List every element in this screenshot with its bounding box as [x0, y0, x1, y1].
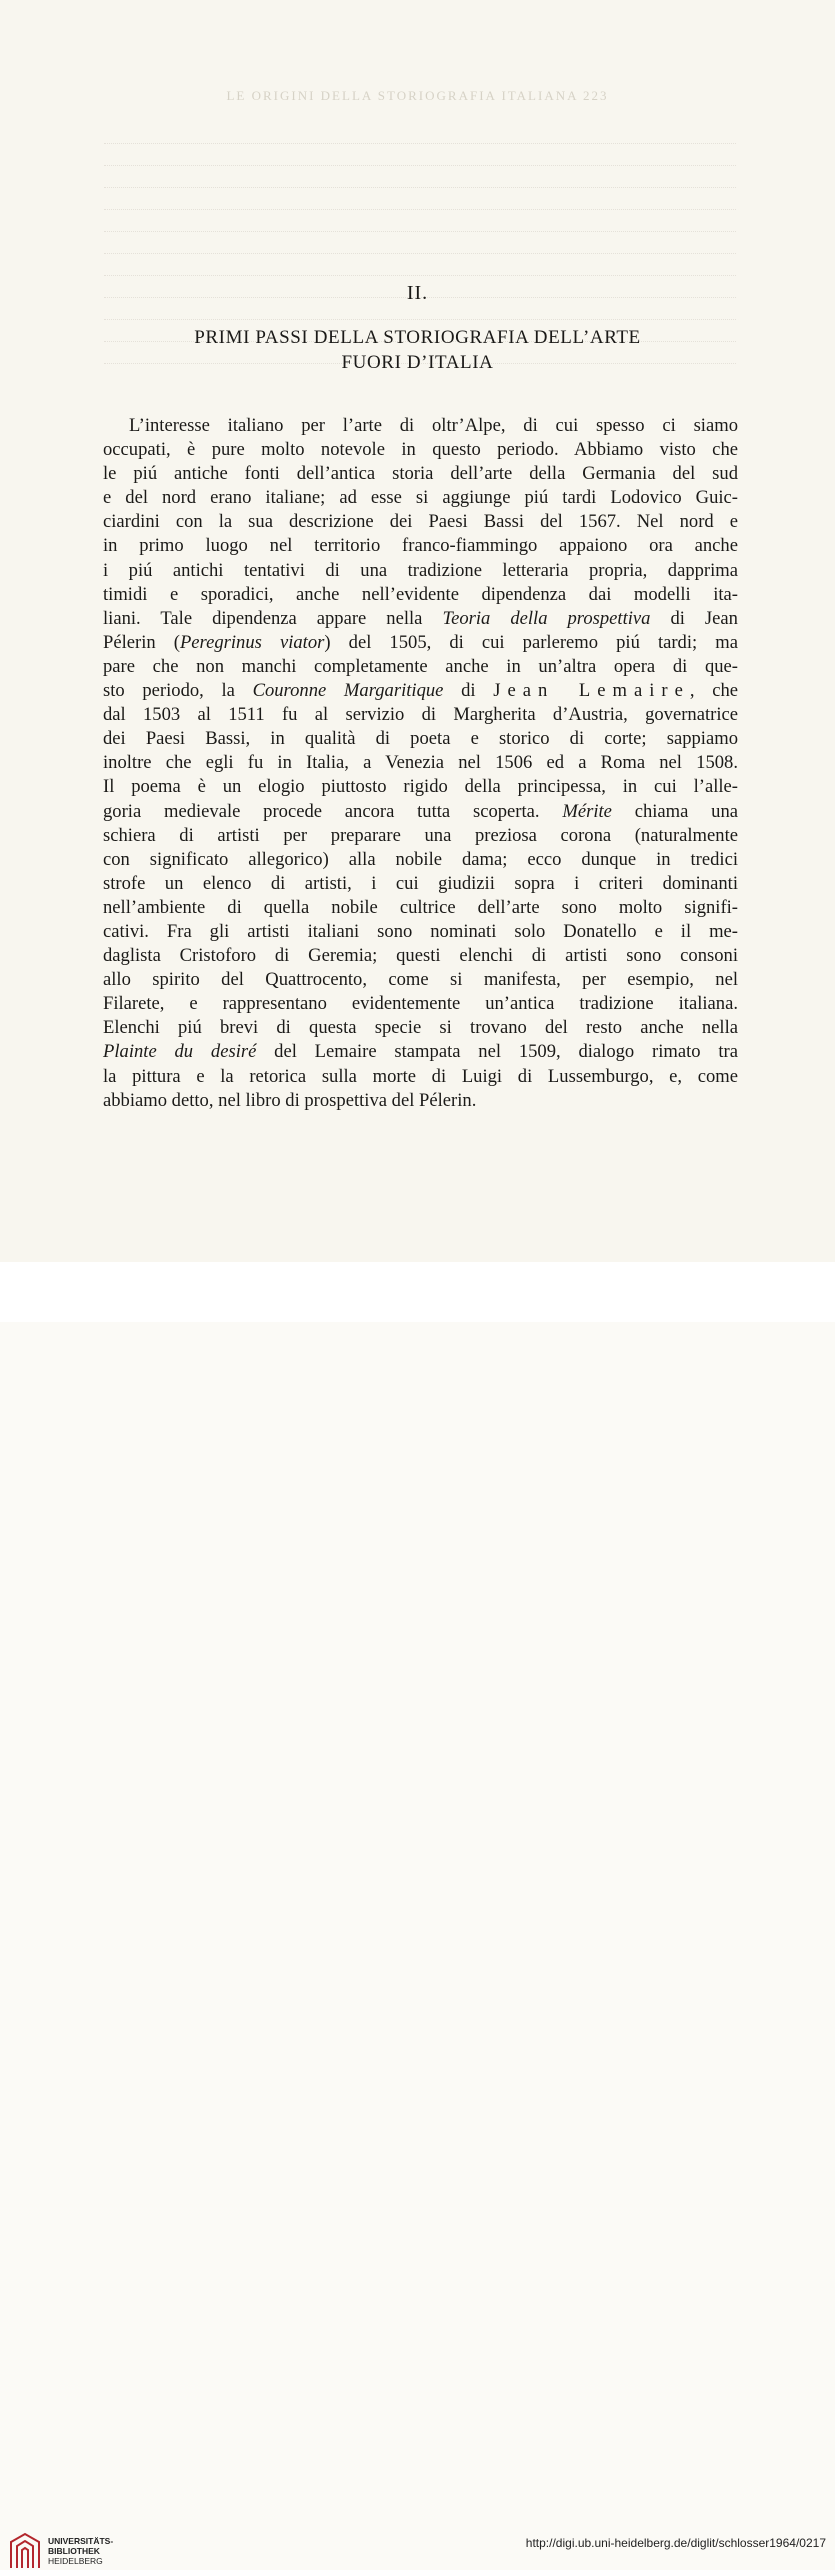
text-run: di: [443, 680, 494, 702]
source-url-link[interactable]: http://digi.ub.uni-heidelberg.de/diglit/schlosser1964/0217: [525, 2536, 826, 2550]
italic-title: Plainte du desiré: [103, 1041, 257, 1063]
text-line: [103, 1040, 738, 1064]
body-text: [103, 414, 738, 1113]
text-line: L’interesse italiano per l’arte di oltr’Alpe, di cui spesso ci siamo: [129, 415, 738, 436]
text-line: e del nord erano italiane; ad esse si aggiunge piú tardi Lodovico Guic-: [103, 487, 738, 509]
text-line: [103, 679, 738, 703]
text-line: dei Paesi Bassi, in qualità di poeta e storico di corte; sappiamo: [103, 728, 738, 750]
text-line: [103, 631, 738, 655]
text-line: daglista Cristoforo di Geremia; questi elenchi di artisti sono consoni: [103, 945, 738, 967]
text-run: Pélerin (: [103, 631, 180, 653]
bleed-through-running-header: LE ORIGINI DELLA STORIOGRAFIA ITALIANA 223: [226, 88, 609, 103]
text-line: timidi e sporadici, anche nell’evidente dipendenza dai modelli ita-: [103, 583, 738, 605]
text-line: [103, 607, 738, 631]
scanned-page: [0, 0, 835, 1262]
chapter-title-line: FUORI D’ITALIA: [341, 352, 494, 373]
spaced-name: Jean Lemaire: [493, 680, 690, 702]
chapter-title: [0, 325, 835, 375]
text-line: [103, 800, 738, 824]
text-run: , che: [689, 680, 738, 702]
italic-title: Couronne Margaritique: [252, 680, 444, 702]
text-run: sto periodo, la: [103, 680, 253, 702]
text-line: inoltre che egli fu in Italia, a Venezia nel 1506 ed a Roma nel 1508.: [103, 752, 738, 774]
italic-title: Mérite: [562, 800, 612, 822]
text-line: i piú antichi tentativi di una tradizione letteraria propria, dapprima: [103, 559, 738, 581]
text-run: del Lemaire stampata nel 1509, dialogo rimato tra: [256, 1041, 738, 1063]
text-line: abbiamo detto, nel libro di prospettiva del Pélerin.: [103, 1089, 477, 1111]
text-line: cativi. Fra gli artisti italiani sono nominati solo Donatello e il me-: [103, 920, 738, 942]
text-run: ) del 1505, di cui parleremo piú tardi; ma: [324, 631, 738, 653]
text-line: pare che non manchi completamente anche in un’altra opera di que-: [103, 655, 738, 677]
text-line: occupati, è pure molto notevole in questo periodo. Abbiamo visto che: [103, 439, 738, 461]
text-line: nell’ambiente di quella nobile cultrice dell’arte sono molto signifi-: [103, 896, 738, 918]
text-line: le piú antiche fonti dell’antica storia dell’arte della Germania del sud: [103, 463, 738, 485]
text-line: la pittura e la retorica sulla morte di Luigi di Lussemburgo, e, come: [103, 1065, 738, 1087]
text-run: chiama una: [611, 800, 739, 822]
text-line: dal 1503 al 1511 fu al servizio di Margherita d’Austria, governatrice: [103, 704, 738, 726]
text-line: strofe un elenco di artisti, i cui giudizii sopra i criteri dominanti: [103, 872, 738, 894]
university-library-logo-icon[interactable]: [8, 2532, 42, 2570]
chapter-number: II.: [406, 282, 429, 304]
text-line: Elenchi piú brevi di questa specie si trovano del resto anche nella: [103, 1017, 738, 1039]
text-line: allo spirito del Quattrocento, come si manifesta, per esempio, nel: [103, 969, 738, 991]
text-run: liani. Tale dipendenza appare nella: [103, 607, 443, 629]
text-line: ciardini con la sua descrizione dei Paesi Bassi del 1567. Nel nord e: [103, 511, 738, 533]
text-run: goria medievale procede ancora tutta scoperta.: [103, 800, 563, 822]
text-line: con significato allegorico) alla nobile dama; ecco dunque in tredici: [103, 848, 738, 870]
italic-title: Teoria della prospettiva: [442, 607, 651, 629]
text-line: Il poema è un elogio piuttosto rigido della principessa, in cui l’alle-: [103, 776, 738, 798]
text-line: Filarete, e rappresentano evidentemente un’antica tradizione italiana.: [103, 993, 738, 1015]
chapter-title-line: PRIMI PASSI DELLA STORIOGRAFIA DELL’ARTE: [194, 327, 641, 348]
text-run: di Jean: [650, 607, 738, 629]
footer-bar: [0, 1262, 835, 2566]
text-line: schiera di artisti per preparare una preziosa corona (naturalmente: [103, 824, 738, 846]
italic-title: Peregrinus viator: [179, 631, 325, 653]
library-name: UNIVERSITÄTS- BIBLIOTHEK HEIDELBERG: [48, 2536, 114, 2566]
text-line: in primo luogo nel territorio franco-fiammingo appaiono ora anche: [103, 535, 738, 557]
